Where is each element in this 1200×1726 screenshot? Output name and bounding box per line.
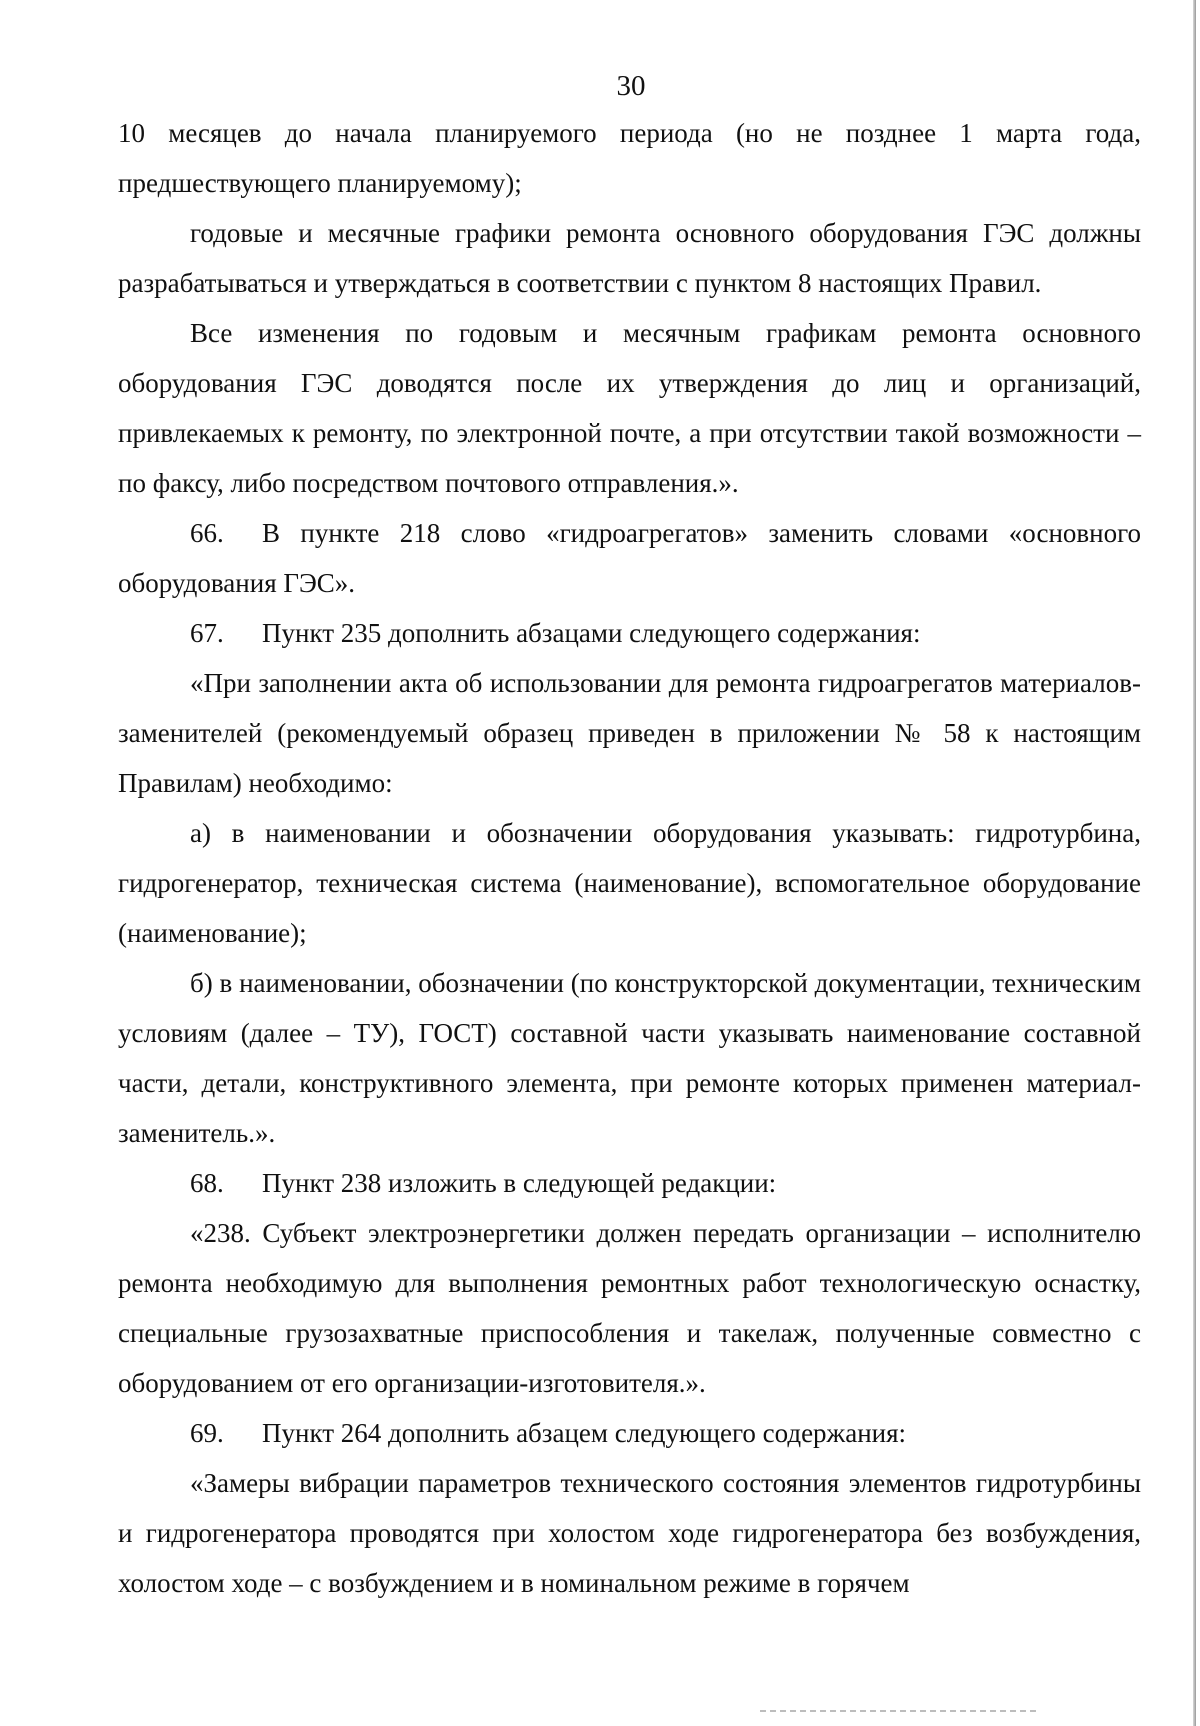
page-number: 30 [616, 70, 646, 102]
item-number-68: 68. [190, 1168, 224, 1198]
paragraph-continuation: 10 месяцев до начала планируемого периода (но не позднее 1 марта года, предшествующего планируемому); [118, 118, 1141, 198]
item-69-text: Пункт 264 дополнить абзацем следующего содержания: [262, 1418, 907, 1448]
paragraph-vibration: «Замеры вибрации параметров технического состояния элементов гидротурбины и гидрогенератора проводятся при холостом ходе гидрогенератора без возбуждения, холостом ходе – с возбуждением и в номинальном режиме в горячем [118, 1468, 1141, 1598]
item-number-69: 69. [190, 1418, 224, 1448]
paragraph-act-filling: «При заполнении акта об использовании для ремонта гидроагрегатов материалов-заменителей (рекомендуемый образец приведен в приложении № 58 к настоящим Правилам) необходимо: [118, 668, 1141, 798]
item-number-67: 67. [190, 618, 224, 648]
paragraph-subitem-b: б) в наименовании, обозначении (по конструкторской документации, техническим условиям (далее – ТУ), ГОСТ) составной части указывать наименование составной части, детали, конструктивного элемента, при ремонте которых применен материал-заменитель.». [118, 968, 1141, 1148]
paragraph-item-69 [118, 1408, 1141, 1458]
paragraph-item-67 [118, 608, 1141, 658]
scan-footer-mark [760, 1710, 1040, 1712]
paragraph-238: «238. Субъект электроэнергетики должен передать организации – исполнителю ремонта необходимую для выполнения ремонтных работ технологическую оснастку, специальные грузозахватные приспособления и такелаж, полученные совместно с оборудованием от его организации-изготовителя.». [118, 1218, 1141, 1398]
item-67-text: Пункт 235 дополнить абзацами следующего содержания: [262, 618, 921, 648]
paragraph-changes: Все изменения по годовым и месячным графикам ремонта основного оборудования ГЭС доводятся после их утверждения до лиц и организаций, привлекаемых к ремонту, по электронной почте, а при отсутствии такой возможности – по факсу, либо посредством почтового отправления.». [118, 318, 1141, 498]
paragraph-item-68 [118, 1158, 1141, 1208]
item-number-66: 66. [190, 518, 224, 548]
paragraph-subitem-a: а) в наименовании и обозначении оборудования указывать: гидротурбина, гидрогенератор, техническая система (наименование), вспомогательное оборудование (наименование); [118, 818, 1141, 948]
item-68-text: Пункт 238 изложить в следующей редакции: [262, 1168, 777, 1198]
item-66-text: В пункте 218 слово «гидроагрегатов» заменить словами «основного оборудования ГЭС». [118, 518, 1141, 598]
paragraph-item-66 [118, 508, 1141, 608]
scan-page-edge [1193, 0, 1196, 1726]
paragraph-schedules: годовые и месячные графики ремонта основного оборудования ГЭС должны разрабатываться и утверждаться в соответствии с пунктом 8 настоящих Правил. [118, 218, 1141, 298]
document-body [118, 108, 1141, 1608]
